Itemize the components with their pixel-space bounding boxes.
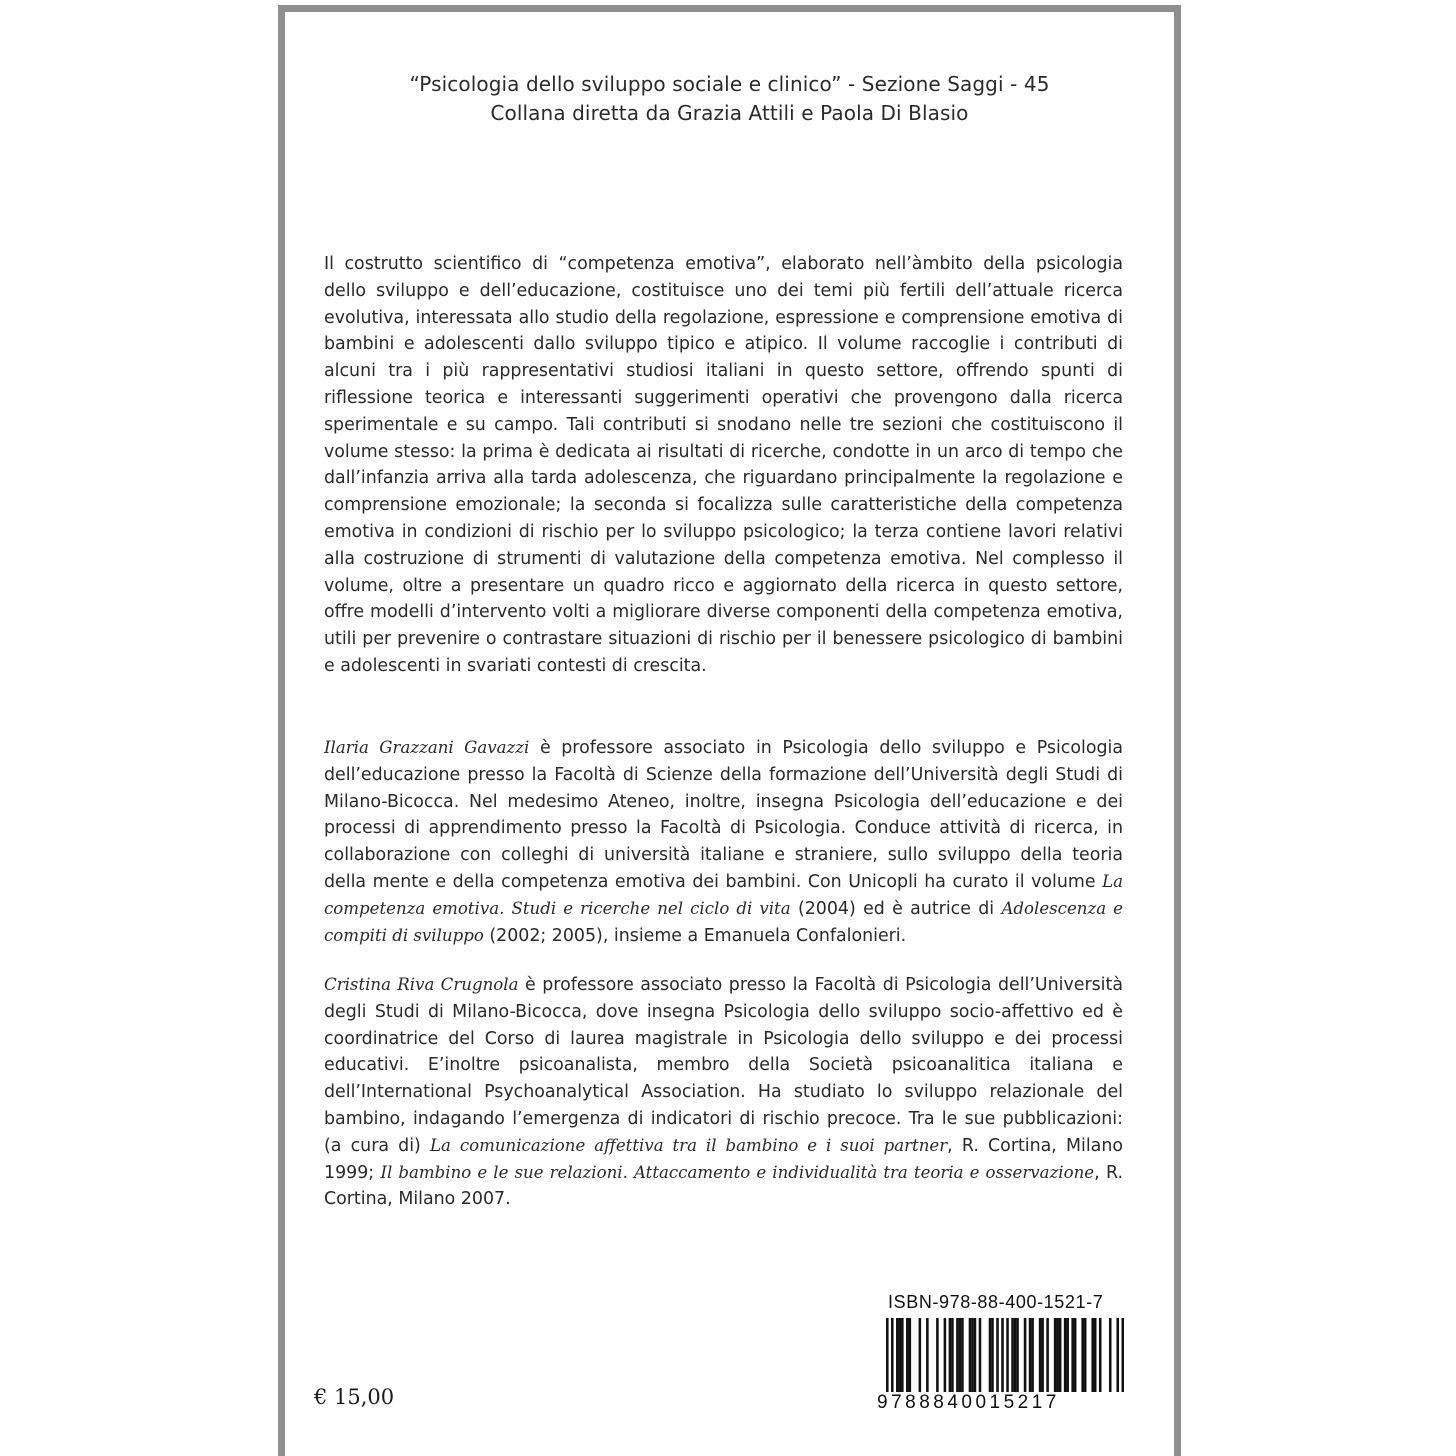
barcode-bar [896,1318,899,1392]
book-title: La competenza emotiva. Studi e ricerche nel ciclo di vita [324,871,1123,918]
barcode-bar [1011,1318,1014,1392]
barcode-bar [1121,1318,1124,1392]
barcode-bar [1094,1318,1097,1392]
barcode-bar [1091,1318,1094,1392]
barcode-bar [1054,1318,1057,1392]
bio-text: è professore associato presso la Facoltà di Psicologia dell’Università degli Studi di Milano-Bicocca, dove insegna Psicologia dello sviluppo socio-affettivo ed è coordinatrice del Corso di laurea magistrale in Psicologia dello sviluppo e dei processi educativi. E’inoltre psicoanalista, membro della Società psicoanalitica italiana e dell’International Psychoanalytical Association. Ha studiato lo sviluppo relazionale del bambino, indagando l’emergenza di indicatori di rischio precoce. Tra le sue pubblicazioni: (a cura di) [324,975,1123,1156]
barcode-bar [1074,1318,1077,1392]
book-title: Adolescenza e compiti di sviluppo [324,898,1124,945]
barcode-bar [1116,1318,1119,1392]
barcode-bar [1041,1318,1044,1392]
barcode-bar [1071,1318,1074,1392]
barcode-bar [1081,1318,1084,1392]
barcode-bar [991,1318,994,1392]
barcode-bar [951,1318,954,1392]
bio-text: (2002; 2005), insieme a Emanuela Confalonieri. [483,925,907,946]
barcode-bar [961,1318,964,1392]
barcode-bar [909,1318,912,1392]
barcode-bar [919,1318,922,1392]
barcode-bar [926,1318,929,1392]
bio-text: è professore associato in Psicologia dello sviluppo e Psicologia dell’educazione presso la Facoltà di Scienze della formazione dell’Università degli Studi di Milano-Bicocca. Nel medesimo Ateneo, inoltre, insegna Psicologia dell’educazione e dei processi di apprendimento presso la Facoltà di Psicologia. Conduce attività di ricerca, in collaborazione con colleghi di università italiane e straniere, sullo sviluppo della teoria della mente e della competenza emotiva dei bambini. Con Unicopli ha curato il volume [324,738,1123,892]
barcode-bar [1024,1318,1027,1392]
barcode-bar [969,1318,972,1392]
series-title: “Psicologia dello sviluppo sociale e clinico” - Sezione Saggi - 45 [409,72,1050,96]
barcode-bar [1056,1318,1059,1392]
barcode-bar [901,1318,904,1392]
barcode-bar [1016,1318,1019,1392]
author-bio-riva [324,972,1123,1213]
barcode-bar [1006,1318,1009,1392]
bio-text: , R. Cortina, Milano 1999; [324,1135,1123,1183]
series-editors: Collana diretta da Grazia Attili e Paola Di Blasio [490,101,969,125]
barcode-bar [936,1318,939,1392]
barcode-bar [956,1318,959,1392]
barcode-bar [971,1318,974,1392]
isbn-label: ISBN-978-88-400-1521-7 [888,1292,1104,1312]
barcode-bar [959,1318,962,1392]
barcode-bar [886,1318,889,1392]
barcode-bar [949,1318,952,1392]
barcode-bar [989,1318,992,1392]
ean-digits: 9788840015217 [877,1392,1060,1413]
series-header [285,70,1174,128]
barcode-bar [1029,1318,1032,1392]
barcode-bar [974,1318,977,1392]
barcode-bar [1001,1318,1004,1392]
barcode-bar [1109,1318,1112,1392]
barcode-bar [1059,1318,1062,1392]
barcode-bar [1014,1318,1017,1392]
barcode-bar [979,1318,982,1392]
barcode-bar [1039,1318,1042,1392]
barcode-bar [944,1318,947,1392]
barcode-bar [1099,1318,1102,1392]
barcode-bar [996,1318,999,1392]
author-bio-grazzani [324,735,1123,949]
barcode-bar [1031,1318,1034,1392]
barcode-bar [1084,1318,1087,1392]
barcode-bar [1064,1318,1067,1392]
price-label: € 15,00 [314,1385,395,1409]
barcode-bar [1066,1318,1069,1392]
book-title: La comunicazione affettiva tra il bambino e i suoi partner [430,1135,948,1155]
book-back-cover [278,5,1181,1456]
barcode-bar [906,1318,909,1392]
barcode-bar [899,1318,902,1392]
book-description: Il costrutto scientifico di “competenza emotiva”, elaborato nell’àmbito della psicologia dello sviluppo e dell’educazione, costituisce uno dei temi più fertili dell’attuale ricerca evolutiva, interessata allo studio della regolazione, espressione e comprensione emotiva di bambini e adolescenti dallo sviluppo tipico e atipico. Il volume raccoglie i contributi di alcuni tra i più rappresentativi studiosi italiani in questo settore, offrendo spunti di riflessione teorica e interessanti suggerimenti operativi che provengono dalla ricerca sperimentale e su campo. Tali contributi si snodano nelle tre sezioni che costituiscono il volume stesso: la prima è dedicata ai risultati di ricerche, condotte in un arco di tempo che dall’infanzia arriva alla tarda adolescenza, che riguardano principalmente la regolazione e comprensione emozionale; la seconda si focalizza sulle caratteristiche della competenza emotiva in condizioni di rischio per lo sviluppo psicologico; la terza contiene lavori relativi alla costruzione di strumenti di valutazione della competenza emotiva. Nel complesso il volume, oltre a presentare un quadro ricco e aggiornato della ricerca in questo settore, offre modelli d’intervento volti a migliorare diverse componenti della competenza emotiva, utili per prevenire o contrastare situazioni di rischio per il benessere psicologico di bambini e adolescenti in svariati contesti di crescita. [324,254,1123,676]
barcode-bar [891,1318,894,1392]
bio-text: , R. Cortina, Milano 2007. [324,1162,1123,1210]
bio-text: (2004) ed è autrice di [790,898,1002,919]
author-name: Cristina Riva Crugnola [324,975,519,994]
author-name: Ilaria Grazzani Gavazzi [324,738,530,757]
barcode-icon [886,1318,1124,1392]
cover-content [285,12,1174,1456]
barcode-bar [1046,1318,1049,1392]
book-title: Il bambino e le sue relazioni. Attaccamento e individualità tra teoria e osservazione [380,1162,1095,1182]
